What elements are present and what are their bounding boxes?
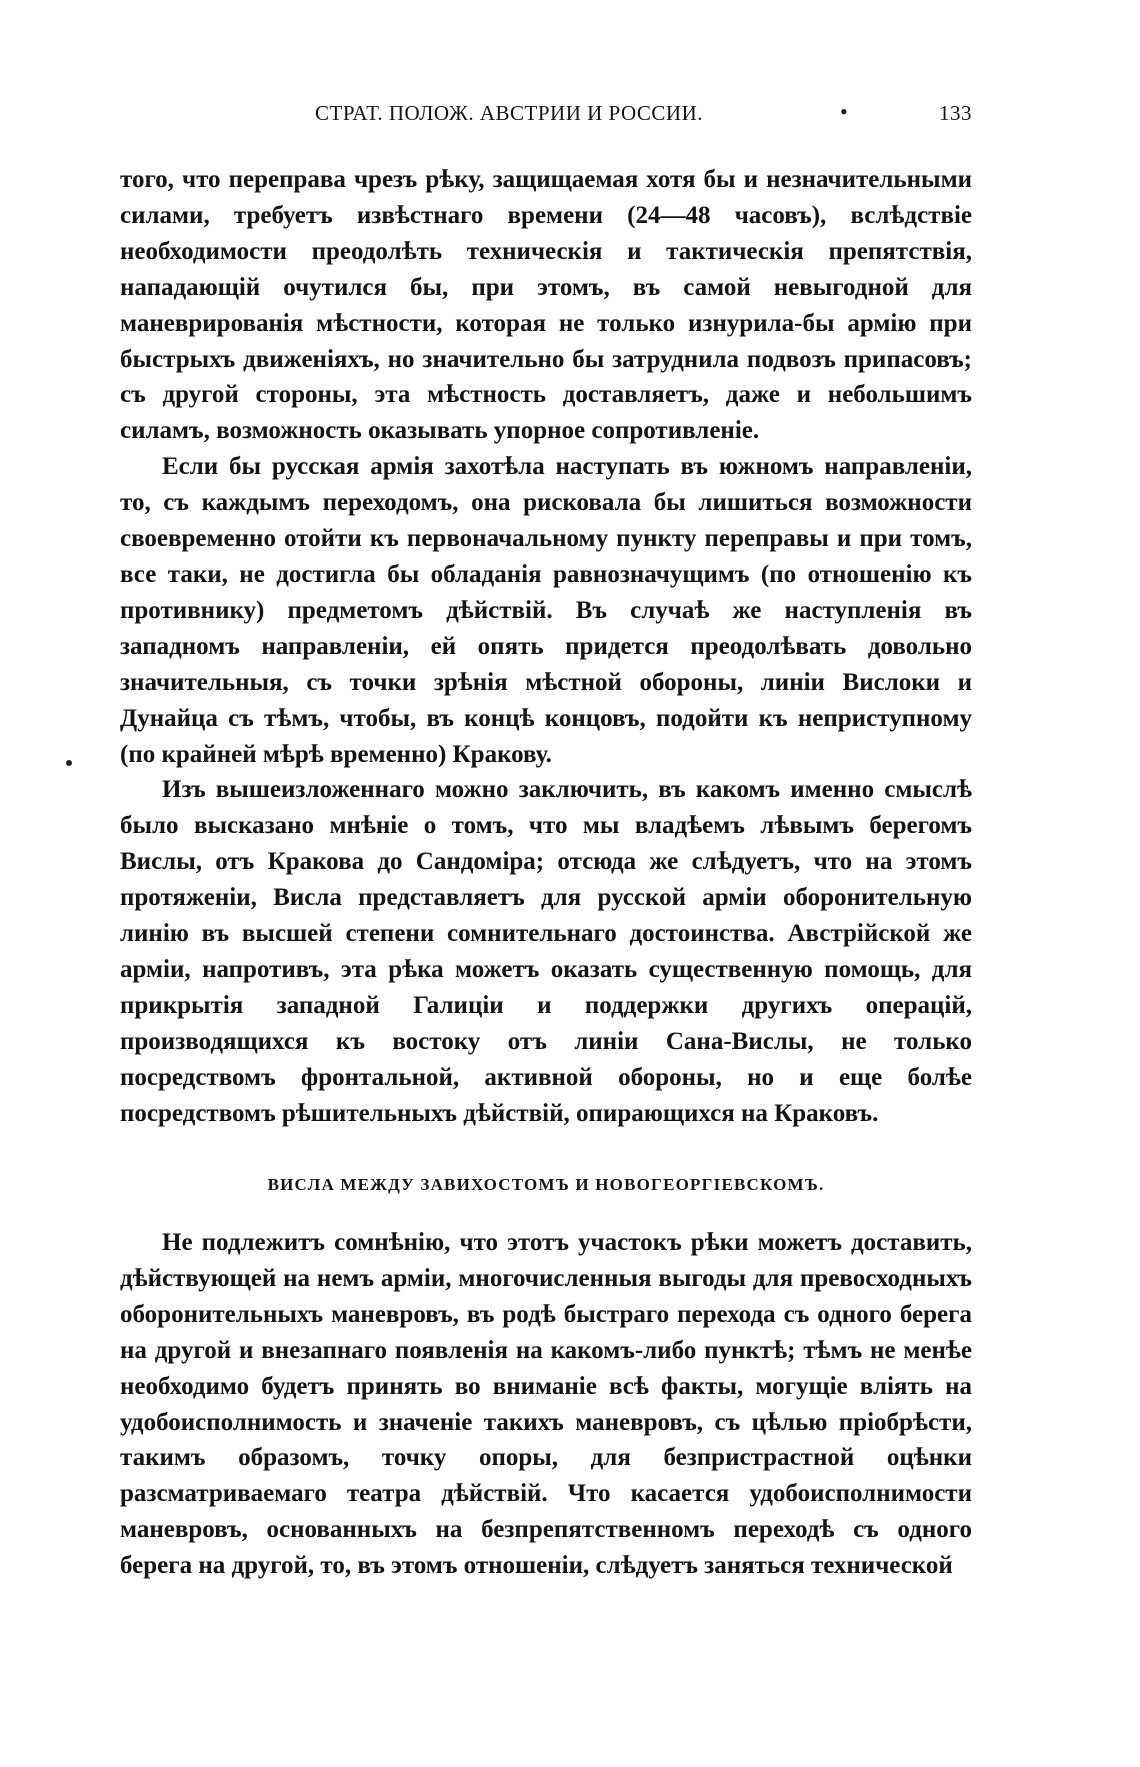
page-number: 133 <box>939 101 972 125</box>
header-dot: • <box>840 99 849 124</box>
section-heading: ВИСЛА МЕЖДУ ЗАВИХОСТОМЪ И НОВОГЕОРГІЕВСКОМЪ. <box>267 1175 825 1194</box>
main-text <box>120 162 972 1131</box>
paragraph-1: того, что переправа чрезъ рѣку, защищаемая хотя бы и незначительными силами, требуетъ извѣстнаго времени (24—48 часовъ), вслѣдствіе необходимости преодолѣть техническія и тактическія препятствія, нападающій очутился бы, при этомъ, въ самой невыгодной для маневрированія мѣстности, которая не только изнурила-бы армію при быстрыхъ движеніяхъ, но значительно бы затруднила подвозъ припасовъ; съ другой стороны, эта мѣстность доставляетъ, даже и небольшимъ силамъ, возможность оказывать упорное сопротивленіе. <box>120 166 972 445</box>
section-paragraph: Не подлежитъ сомнѣнію, что этотъ участокъ рѣки можетъ доставить, дѣйствующей на немъ арміи, многочисленныя выгоды для превосходныхъ оборонительныхъ маневровъ, въ родѣ быстраго перехода съ одного берега на другой и внезапнаго появленія на какомъ-либо пунктѣ; тѣмъ не менѣе необходимо будетъ принять во вниманіе всѣ факты, могущіе вліять на удобоисполнимость и значеніе такихъ маневровъ, съ цѣлью пріобрѣсти, такимъ образомъ, точку опоры, для безпристрастной оцѣнки разсматриваемаго театра дѣйствій. Что касается удобоисполнимости маневровъ, основанныхъ на безпрепятственномъ переходѣ съ одного берега на другой, то, въ этомъ отношеніи, слѣдуетъ заняться технической <box>120 1229 972 1580</box>
paragraph-2: Если бы русская армія захотѣла наступать въ южномъ направленіи, то, съ каждымъ переходомъ, она рисковала бы лишиться возможности своевременно отойти къ первоначальному пункту переправы и при томъ, все таки, не достигла бы обладанія равнозначущимъ (по отношенію къ противнику) предметомъ дѣйствій. Въ случаѣ же наступленія въ западномъ направленіи, ей опять придется преодолѣвать довольно значительныя, съ точки зрѣнія мѣстной обороны, линіи Вислоки и Дунайца съ тѣмъ, чтобы, въ концѣ концовъ, подойти къ неприступному (по крайней мѣрѣ временно) Кракову. <box>120 453 972 768</box>
paragraph-3: Изъ вышеизложеннаго можно заключить, въ какомъ именно смыслѣ было высказано мнѣніе о томъ, что мы владѣемъ лѣвымъ берегомъ Вислы, отъ Кракова до Сандоміра; отсюда же слѣдуетъ, что на этомъ протяженіи, Висла представляетъ для русской арміи оборонительную линію въ высшей степени сомнительнаго достоинства. Австрійской же арміи, напротивъ, эта рѣка можетъ оказать существенную помощь, для прикрытія западной Галиціи и поддержки другихъ операцій, производящихся къ востоку отъ линіи Сана-Вислы, не только посредствомъ фронтальной, активной обороны, но и еще болѣе посредствомъ рѣшительныхъ дѣйствій, опирающихся на Краковъ. <box>120 776 972 1127</box>
running-head <box>120 101 972 131</box>
section-text <box>120 1225 972 1584</box>
running-head-title: СТРАТ. ПОЛОЖ. АВСТРИИ И РОССИИ. <box>315 101 703 125</box>
margin-dot-mark <box>66 760 72 766</box>
